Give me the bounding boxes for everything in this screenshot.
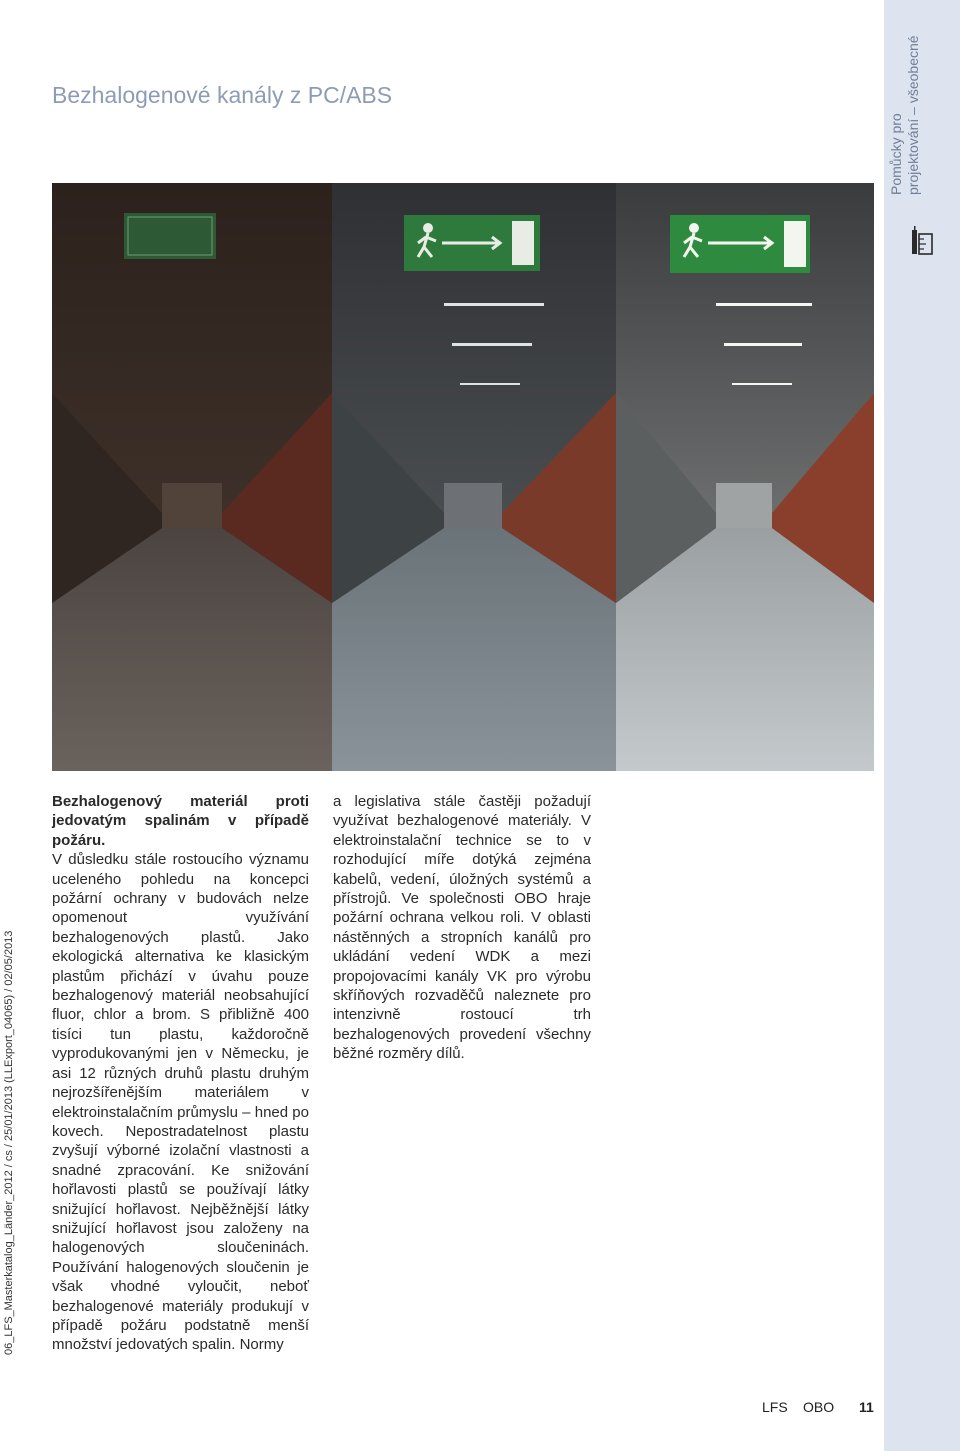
footer-lfs: LFS [762,1399,788,1415]
side-reference-text: 06_LFS_Masterkatalog_Länder_2012 / cs / 25/01/2013 (LLExport_04065) / 02/05/2013 [3,930,15,1355]
tools-measure-icon [910,226,934,256]
sidebar-section-text: Pomůcky pro projektování – všeobecné [888,35,921,195]
page-number: 11 [859,1399,874,1415]
photo-panel-clear [616,183,874,771]
footer-obo: OBO [803,1399,835,1415]
lead-paragraph: Bezhalogenový materiál proti jedovatým spalinám v případě požáru. [52,793,309,849]
photo-panel-smoke-medium [332,183,616,771]
page-title: Bezhalogenové kanály z PC/ABS [52,82,393,108]
sidebar-strip [884,0,960,1451]
corridor-exit-sign-photo [52,183,874,771]
text-column-right [333,792,591,1064]
body-paragraph-left: V důsledku stále rostoucího významu uceleného pohledu na koncepci požární ochrany v budovách nelze opomenout využívání bezhalogenových plastů. Jako ekologická alternativa ke klasickým plastům přichází v úvahu pouze bezhalogenový materiál neobsahující fluor, chlor a brom. S přibližně 400 tisíci tun plastu, každoročně vyprodukovanými jen v Německu, je asi 12 různých druhů plastu druhým nejrozšířenějším materiálem v elektroinstalačním průmyslu – hned po kovech. Nepostradatelnost plastu zvyšují výborné izolační vlastnosti a snadné zpracování. Ke snižování hořlavosti plastů se používají látky snižující hořlavost. Nejběžnější látky snižující hořlavost jsou založeny na halogenových sloučeninách. Používání halogenových sloučenin je však vhodné vyloučit, neboť bezhalogenové materiály produkují v případě požáru podstatně menší množství jedovatých spalin. Normy [52,851,309,1354]
text-column-left [52,792,309,1355]
photo-panel-smoke-dense [52,183,332,771]
body-paragraph-right: a legislativa stále častěji požadují využívat bezhalogenové materiály. V elektroinstalační technice se to v rozhodující míře dotýká zejména kabelů, vedení, úložných systémů a přístrojů. Ve společnosti OBO hraje požární ochrana velkou roli. V oblasti nástěnných a stropních kanálů pro ukládání vedení WDK a mezi propojovacími kanály VK pro výrobu skříňových rozvaděčů naleznete pro intenzivně rostoucí trh bezhalogenových provedení všechny běžné rozměry dílů. [333,793,591,1063]
